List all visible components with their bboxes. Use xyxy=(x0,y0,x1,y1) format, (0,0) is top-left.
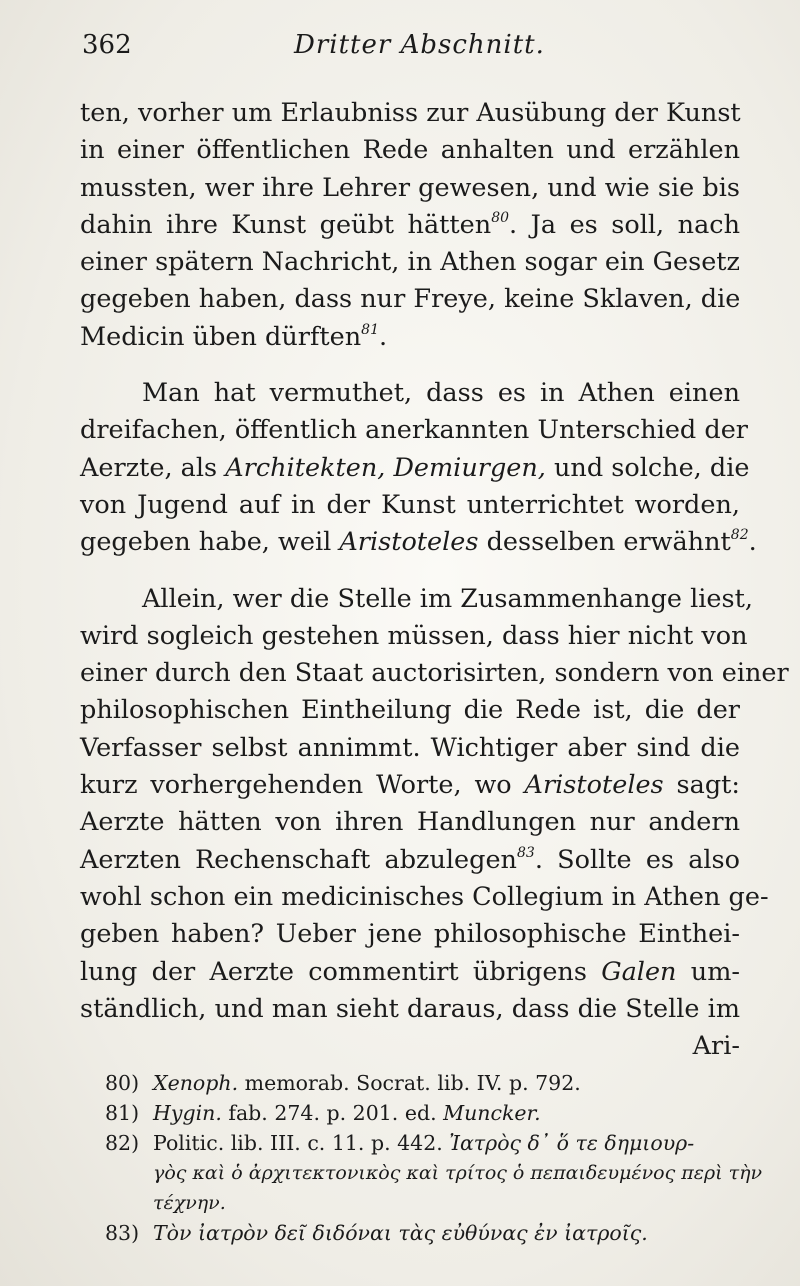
text-line: dreifachen, öffentlich anerkannten Unterschied der xyxy=(80,415,748,446)
text-line: Man hat vermuthet, dass es in Athen einen xyxy=(142,378,740,409)
text-line: Verfasser selbst annimmt. Wichtiger aber sind die xyxy=(80,732,740,763)
text-line: geben haben? Ueber jene philosophische Einthei- xyxy=(80,919,740,950)
text-line: gegeben haben, dass nur Freye, keine Sklaven, die xyxy=(80,284,741,315)
text-line: wohl schon ein medicinisches Collegium in Athen ge- xyxy=(80,881,769,912)
text-line: Allein, wer die Stelle im Zusammenhange liest, xyxy=(142,583,753,614)
text-line: einer durch den Staat auctorisirten, sondern von einer xyxy=(80,658,789,689)
text-line: einer spätern Nachricht, in Athen sogar ein Gesetz xyxy=(80,247,740,278)
text-line: wird sogleich gestehen müssen, dass hier nicht von xyxy=(80,620,748,651)
page-header xyxy=(82,30,742,74)
footnote-ref: 81 xyxy=(361,321,379,338)
text-line: von Jugend auf in der Kunst unterrichtet worden, xyxy=(80,489,740,520)
text-line: ständlich, und man sieht daraus, dass die Stelle im xyxy=(80,993,740,1024)
footnote-80: 80) Xenoph. memorab. Socrat. lib. IV. p. 792. xyxy=(105,1071,581,1095)
footnote-ref: 80 xyxy=(491,209,510,226)
text-line: gegeben habe, weil Aristoteles desselben erwähnt$^{82}$. xyxy=(80,527,757,558)
footnote-ref: 83 xyxy=(516,844,535,861)
footnote-ref: 82 xyxy=(730,527,749,544)
footnote-83: 83) Τὸν ἰατρὸν δεῖ διδόναι τὰς εὐθύνας ἐν ἰατροῖς. xyxy=(105,1221,648,1245)
footnotes xyxy=(105,1068,763,1248)
text-line: lung der Aerzte commentirt übrigens Galen um- xyxy=(80,956,740,987)
text-line: philosophischen Eintheilung die Rede ist, die der xyxy=(80,695,740,726)
text-line: ten, vorher um Erlaubniss zur Ausübung der Kunst xyxy=(80,98,741,128)
catchword: Ari- xyxy=(692,1031,740,1062)
text-line: Aerzte hätten von ihren Handlungen nur andern xyxy=(80,807,740,838)
text-line: kurz vorhergehenden Worte, wo Aristoteles sagt: xyxy=(80,770,740,801)
footnote-81: 81) Hygin. fab. 274. p. 201. ed. Muncker. xyxy=(105,1101,541,1125)
body-text xyxy=(80,95,789,1065)
text-line: mussten, wer ihre Lehrer gewesen, und wie sie bis xyxy=(80,172,740,203)
text-line: Aerzten Rechenschaft abzulegen$^{83}$. Sollte es also xyxy=(80,844,740,875)
text-line: in einer öffentlichen Rede anhalten und erzählen xyxy=(80,135,740,166)
footnote-82-greek: γὸς καὶ ὁ ἀρχιτεκτονικὸς καὶ τρίτος ὁ πεπαιδευμένος περὶ τὴν xyxy=(153,1162,763,1184)
footnote-82-greek: τέχνην. xyxy=(153,1192,226,1214)
footnote-82: 82) Politic. lib. III. c. 11. p. 442. Ἰατρὸς δ᾽ ὅ τε δημιουρ- xyxy=(105,1131,695,1155)
text-line: Aerzte, als Architekten, Demiurgen, und solche, die xyxy=(80,452,750,483)
running-head: Dritter Abschnitt. xyxy=(294,30,545,60)
page-number: 362 xyxy=(82,30,132,60)
text-line: dahin ihre Kunst geübt hätten$^{80}$. Ja es soll, nach xyxy=(80,209,740,240)
text-line: Medicin üben dürften$^{81}$. xyxy=(80,321,388,352)
